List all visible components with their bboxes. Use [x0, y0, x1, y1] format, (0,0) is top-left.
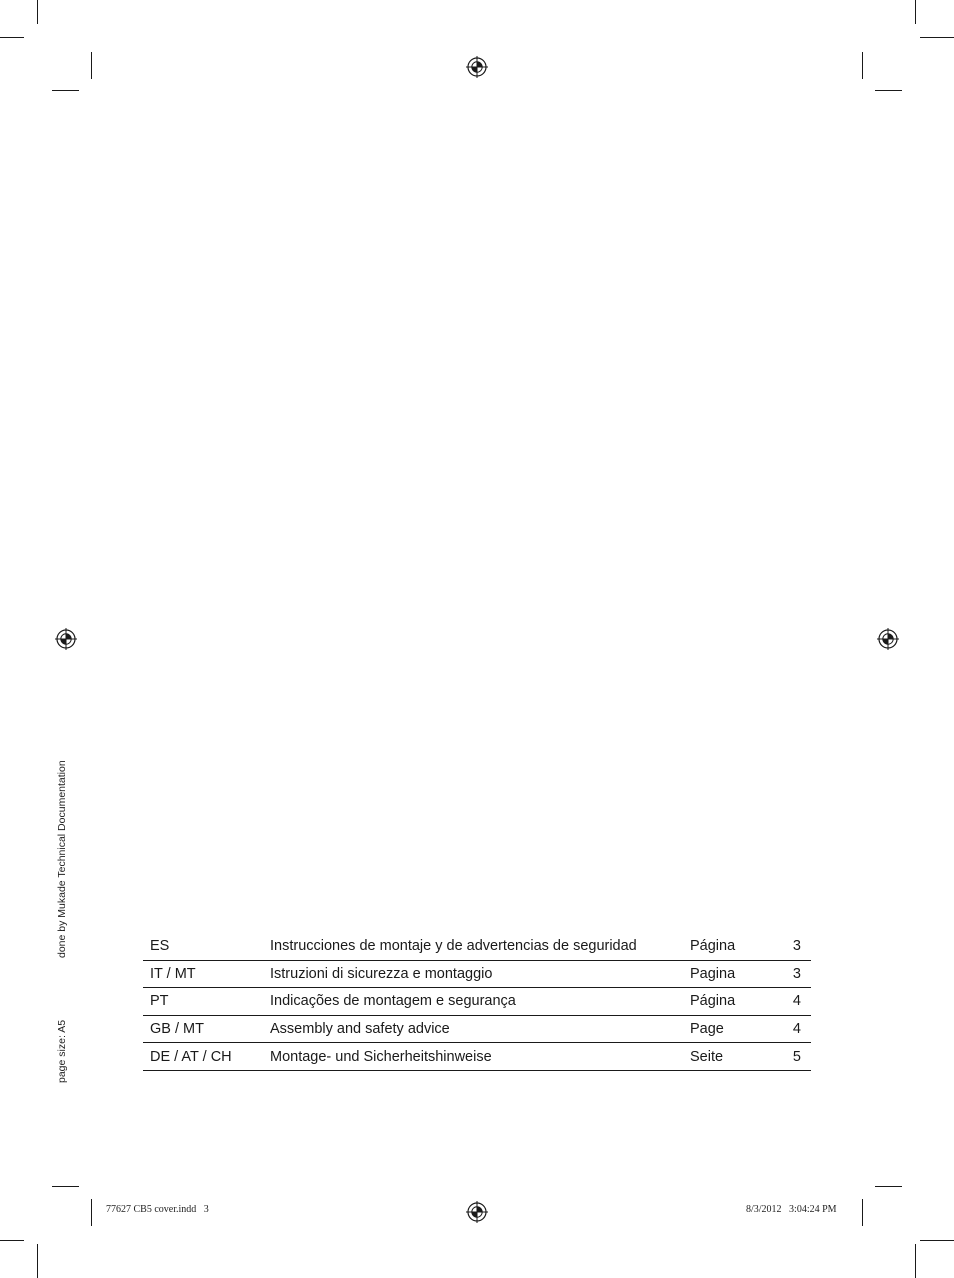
crop-mark	[875, 1186, 902, 1187]
page-number: 3	[792, 965, 801, 982]
registration-target-icon	[877, 628, 899, 650]
table-row	[143, 1043, 811, 1071]
language-code: ES	[150, 938, 170, 955]
page-label: Seite	[690, 1048, 724, 1065]
table-row	[143, 961, 811, 989]
credit-note: done by Mukade Technical Documentation	[56, 760, 68, 958]
page-number: 4	[792, 1021, 801, 1038]
registration-target-icon	[466, 1201, 488, 1223]
page-label: Página	[690, 993, 736, 1010]
crop-mark	[52, 1186, 79, 1187]
language-code: GB / MT	[150, 1021, 204, 1038]
page-number: 4	[792, 993, 801, 1010]
section-title: Istruzioni di sicurezza e montaggio	[270, 965, 493, 982]
language-code: IT / MT	[150, 965, 196, 982]
crop-mark	[37, 1244, 38, 1278]
section-title: Indicações de montagem e segurança	[270, 993, 516, 1010]
crop-mark	[875, 90, 902, 91]
language-code: PT	[150, 993, 169, 1010]
registration-target-icon	[466, 56, 488, 78]
table-row	[143, 1016, 811, 1044]
crop-mark	[915, 0, 916, 24]
page-number: 3	[792, 938, 801, 955]
section-title: Montage- und Sicherheitshinweise	[270, 1048, 492, 1065]
crop-mark	[37, 0, 38, 24]
crop-mark	[920, 37, 954, 38]
page-label: Page	[690, 1021, 724, 1038]
language-code: DE / AT / CH	[150, 1048, 232, 1065]
crop-mark	[91, 1199, 92, 1226]
crop-mark	[0, 1240, 24, 1241]
page-size-note: page size: A5	[56, 1019, 68, 1083]
section-title: Instrucciones de montaje y de advertencias de seguridad	[270, 938, 637, 955]
slug-filename: 77627 CB5 cover.indd 3	[106, 1204, 209, 1215]
page-label: Pagina	[690, 965, 736, 982]
crop-mark	[862, 52, 863, 79]
crop-mark	[862, 1199, 863, 1226]
crop-mark	[91, 52, 92, 79]
crop-mark	[0, 37, 24, 38]
table-row	[143, 933, 811, 961]
language-index-table	[143, 933, 811, 1071]
slug-timestamp: 8/3/2012 3:04:24 PM	[746, 1204, 837, 1215]
section-title: Assembly and safety advice	[270, 1021, 450, 1038]
crop-mark	[920, 1240, 954, 1241]
table-row	[143, 988, 811, 1016]
page-label: Página	[690, 938, 736, 955]
crop-mark	[915, 1244, 916, 1278]
page-number: 5	[792, 1048, 801, 1065]
crop-mark	[52, 90, 79, 91]
registration-target-icon	[55, 628, 77, 650]
